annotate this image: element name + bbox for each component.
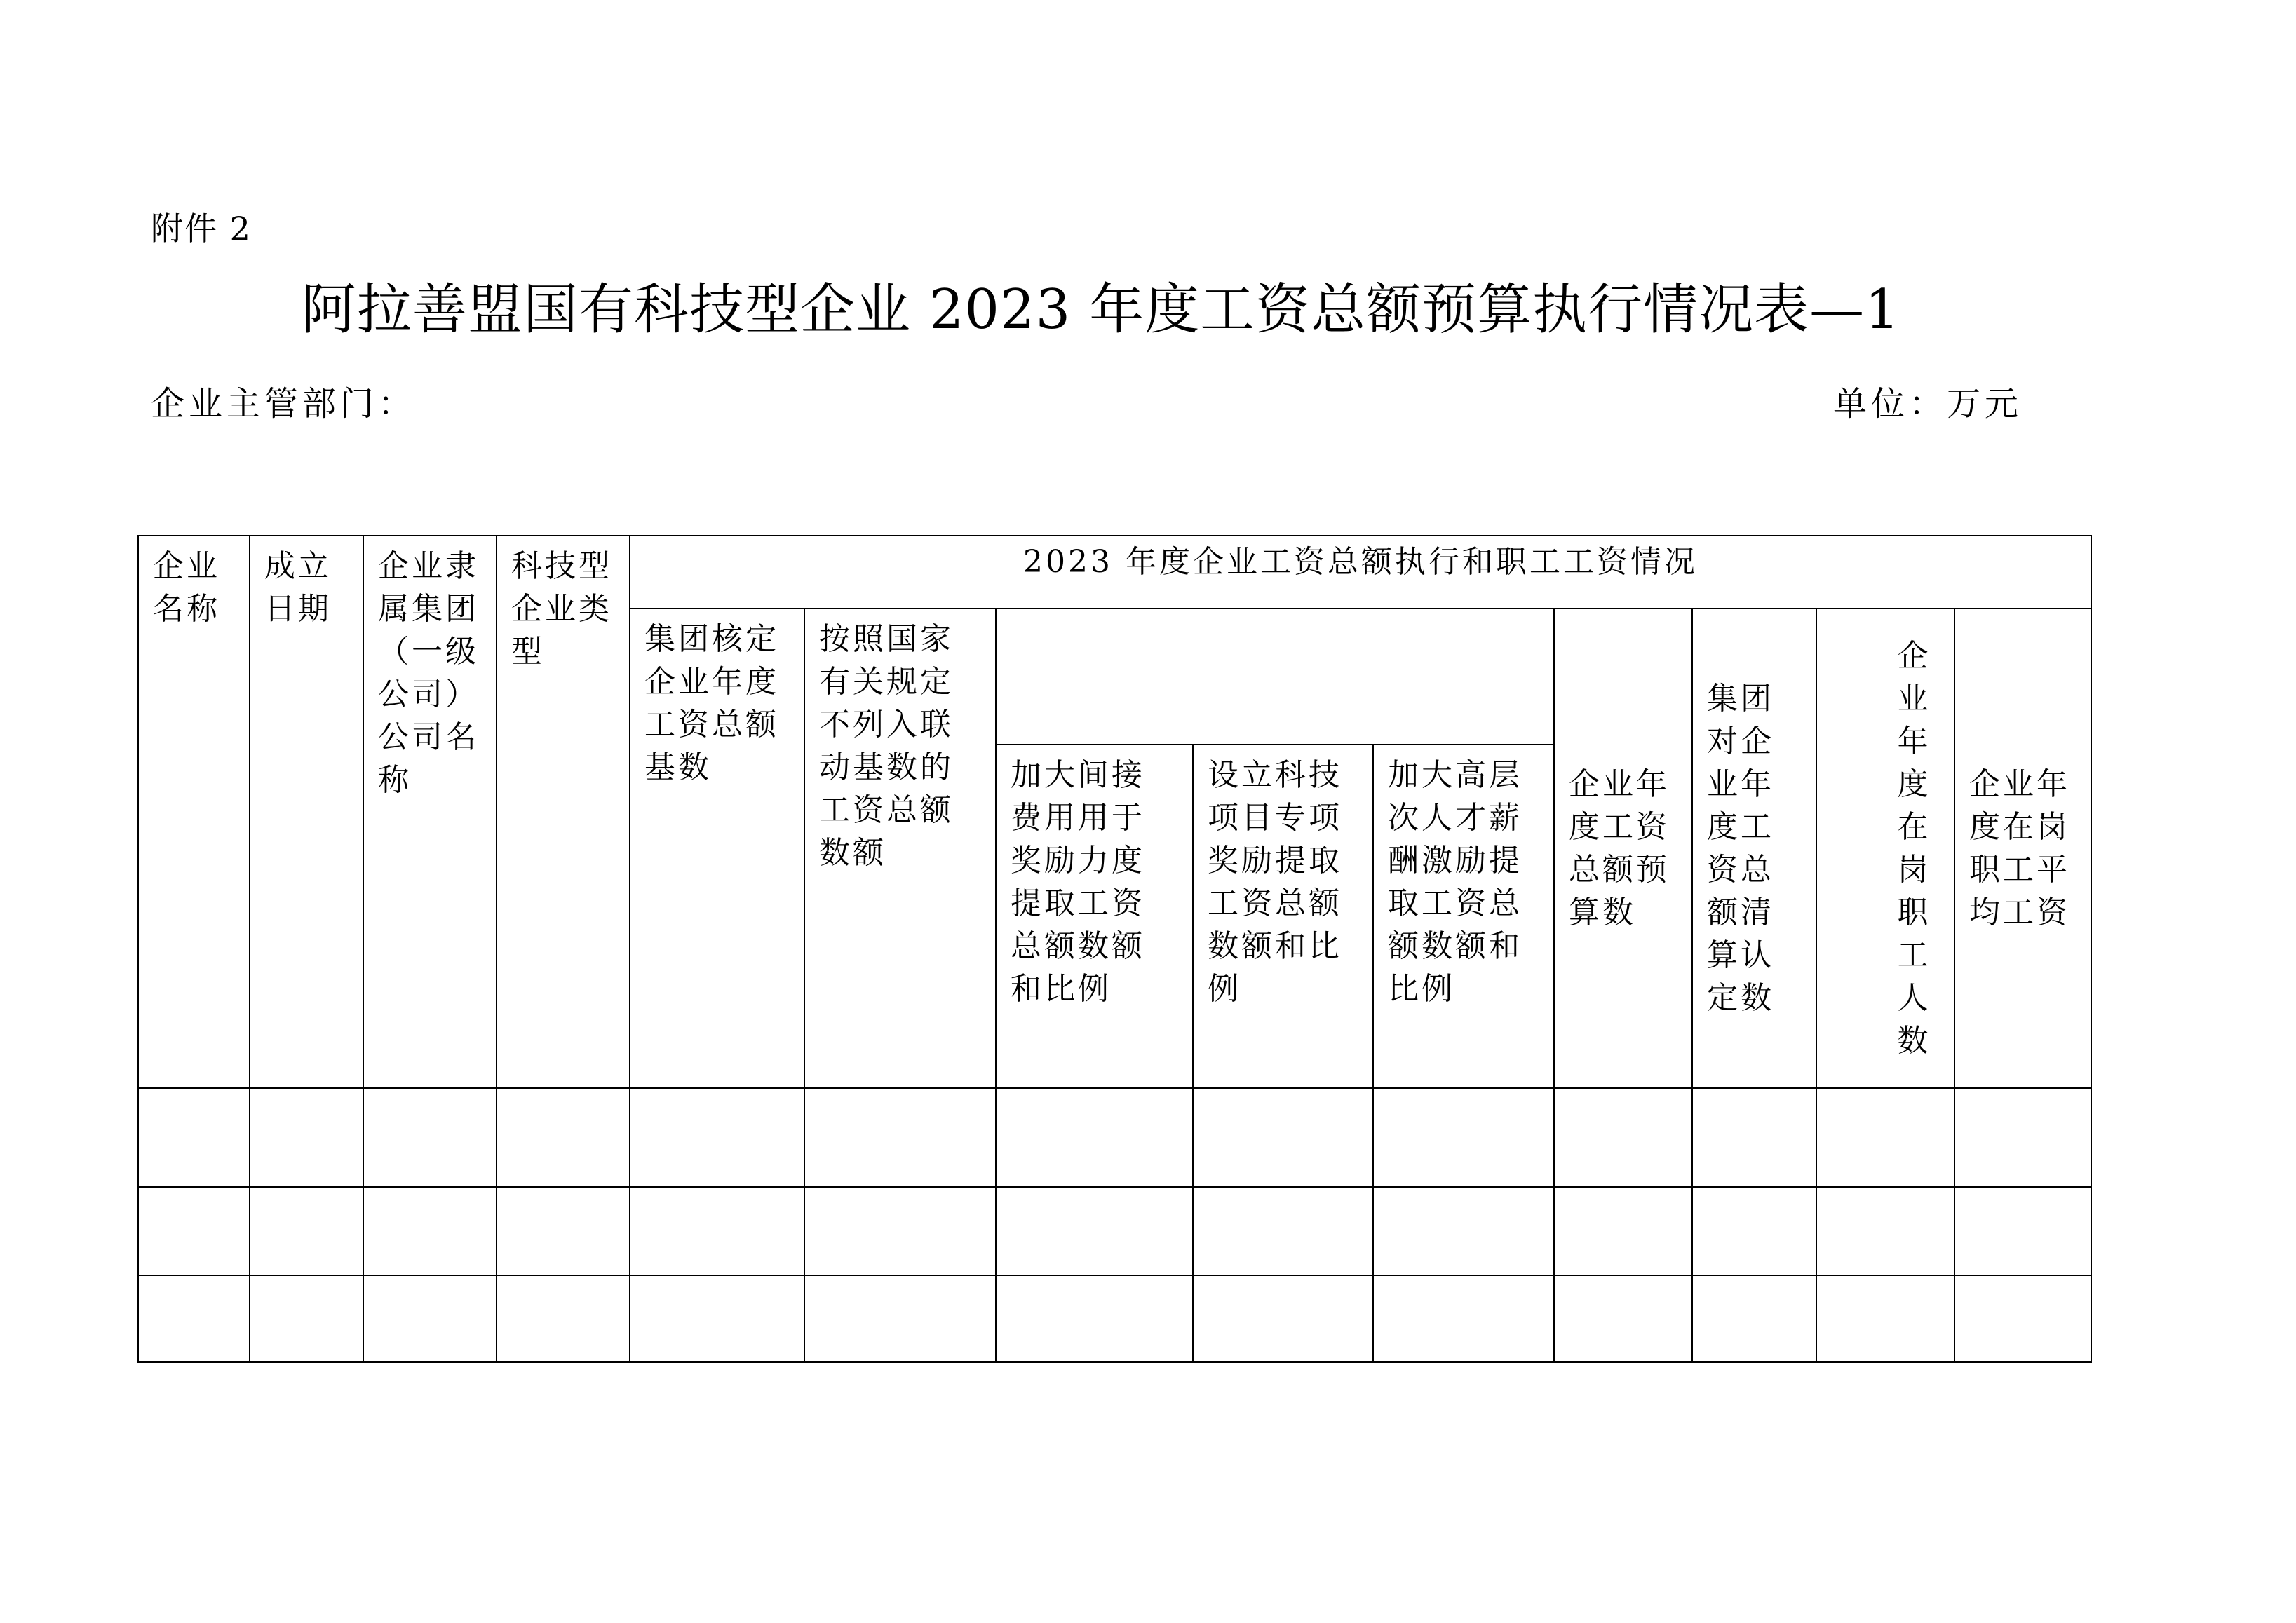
table-cell[interactable] bbox=[996, 1275, 1193, 1362]
table-cell[interactable] bbox=[804, 1275, 996, 1362]
table-cell[interactable] bbox=[1816, 1187, 1954, 1275]
table-cell[interactable] bbox=[1554, 1088, 1692, 1187]
table-cell[interactable] bbox=[1373, 1088, 1554, 1187]
table-cell[interactable] bbox=[497, 1088, 630, 1187]
table-cell[interactable] bbox=[250, 1088, 363, 1187]
table-cell[interactable] bbox=[804, 1187, 996, 1275]
table-cell[interactable] bbox=[1692, 1187, 1816, 1275]
table-cell[interactable] bbox=[1816, 1275, 1954, 1362]
table-cell[interactable] bbox=[497, 1275, 630, 1362]
table-cell[interactable] bbox=[996, 1187, 1193, 1275]
table-cell[interactable] bbox=[1554, 1275, 1692, 1362]
table-cell[interactable] bbox=[1692, 1275, 1816, 1362]
attachment-label: 附件 2 bbox=[151, 210, 252, 247]
table-cell[interactable] bbox=[250, 1275, 363, 1362]
group-header: 2023 年度企业工资总额执行和职工工资情况 bbox=[630, 536, 2091, 609]
table-row bbox=[138, 1088, 2091, 1187]
col-indirect-fee-incentive: 加大间接费用用于奖励力度提取工资总额数额和比例 bbox=[996, 745, 1193, 1088]
department-label: 企业主管部门： bbox=[151, 384, 417, 423]
table-cell[interactable] bbox=[250, 1187, 363, 1275]
col-average-wage: 企业年度在岗职工平均工资 bbox=[1954, 609, 2091, 1088]
table-cell[interactable] bbox=[1193, 1187, 1373, 1275]
col-excluded-subgroup bbox=[996, 609, 1554, 745]
table-cell[interactable] bbox=[804, 1088, 996, 1187]
table-cell[interactable] bbox=[1954, 1187, 2091, 1275]
table-row bbox=[138, 1275, 2091, 1362]
table-cell[interactable] bbox=[1554, 1187, 1692, 1275]
table-cell[interactable] bbox=[1193, 1088, 1373, 1187]
table-cell[interactable] bbox=[996, 1088, 1193, 1187]
table-cell[interactable] bbox=[138, 1187, 250, 1275]
table-cell[interactable] bbox=[1373, 1187, 1554, 1275]
col-talent-incentive: 加大高层次人才薪酬激励提取工资总额数额和比例 bbox=[1373, 745, 1554, 1088]
table-cell[interactable] bbox=[1193, 1275, 1373, 1362]
col-budget-amount: 企业年度工资总额预算数 bbox=[1554, 609, 1692, 1088]
col-employee-count: 企业年度在岗职工人数 bbox=[1816, 609, 1954, 1088]
table-cell[interactable] bbox=[1954, 1275, 2091, 1362]
table-cell[interactable] bbox=[138, 1275, 250, 1362]
table-cell[interactable] bbox=[630, 1275, 804, 1362]
table-cell[interactable] bbox=[363, 1187, 497, 1275]
table-cell[interactable] bbox=[497, 1187, 630, 1275]
table-cell[interactable] bbox=[363, 1088, 497, 1187]
col-established-date: 成立日期 bbox=[250, 536, 363, 1088]
document-title: 阿拉善盟国有科技型企业 2023 年度工资总额预算执行情况表—1 bbox=[302, 278, 1900, 341]
unit-label: 单位：万元 bbox=[1832, 384, 2022, 423]
table-cell[interactable] bbox=[1373, 1275, 1554, 1362]
table-cell[interactable] bbox=[630, 1187, 804, 1275]
col-settlement-confirmed: 集团对企业年度工资总额清算认定数 bbox=[1692, 609, 1816, 1088]
col-tech-project-award: 设立科技项目专项奖励提取工资总额数额和比例 bbox=[1193, 745, 1373, 1088]
table-cell[interactable] bbox=[1954, 1088, 2091, 1187]
col-tech-type: 科技型企业类型 bbox=[497, 536, 630, 1088]
table-cell[interactable] bbox=[1692, 1088, 1816, 1187]
table-row bbox=[138, 1187, 2091, 1275]
col-company-name: 企业名称 bbox=[138, 536, 250, 1088]
table-cell[interactable] bbox=[363, 1275, 497, 1362]
table-cell[interactable] bbox=[630, 1088, 804, 1187]
table-cell[interactable] bbox=[1816, 1088, 1954, 1187]
col-parent-group: 企业隶属集团（一级公司）公司名称 bbox=[363, 536, 497, 1088]
table-cell[interactable] bbox=[138, 1088, 250, 1187]
col-approved-base: 集团核定企业年度工资总额基数 bbox=[630, 609, 804, 1088]
col-excluded-amount: 按照国家有关规定不列入联动基数的工资总额数额 bbox=[804, 609, 996, 1088]
wage-budget-table bbox=[137, 535, 2092, 1363]
